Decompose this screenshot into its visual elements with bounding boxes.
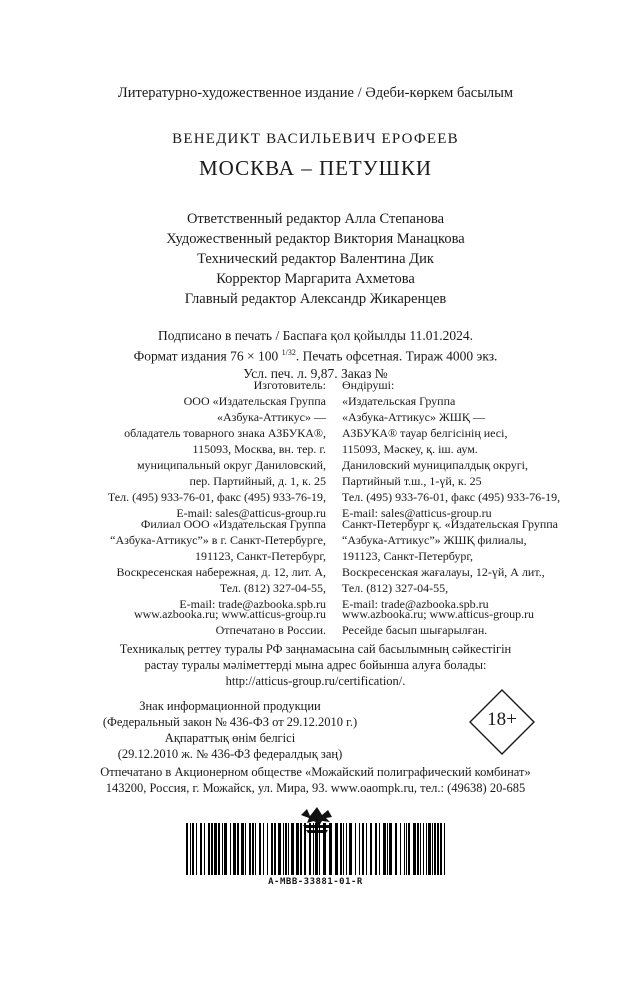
barcode-bar (263, 823, 264, 875)
barcode-bar (432, 823, 433, 875)
techreg-notice (0, 641, 631, 689)
barcode-bar (230, 823, 231, 875)
branch-ru-line: Воскресенская набережная, д. 12, лит. А, (116, 565, 326, 579)
manufacturer-ru-line: E-mail: sales@atticus-group.ru (176, 506, 326, 520)
barcode-bar (237, 823, 239, 875)
barcode-bar (404, 823, 405, 875)
age-rating-badge (469, 689, 535, 755)
branch-ru-line: 191123, Санкт-Петербург, (195, 549, 326, 563)
barcode-bar (406, 823, 407, 875)
format-fraction: 1/32 (281, 348, 296, 357)
barcode-bar (278, 823, 281, 875)
techreg-line: Техникалық реттеу туралы РФ заңнамасына сай басылымның сәйкестігін (119, 642, 512, 656)
barcode-bar (200, 823, 202, 875)
manufacturer-ru-line: Изготовитель: (253, 378, 326, 392)
barcode-bar (252, 823, 254, 875)
manufacturer-kz (342, 377, 560, 521)
barcode-bar (362, 823, 364, 875)
barcode-bar (437, 823, 439, 875)
barcode-bar (434, 823, 436, 875)
manufacturer-ru-line: ООО «Издательская Группа (183, 394, 326, 408)
manufacturer-kz-line: АЗБУКА® тауар белгісінің иесі, (342, 426, 508, 440)
printed-at-line: 143200, Россия, г. Можайск, ул. Мира, 93. www.oaompk.ru, тел.: (49638) 20-685 (105, 781, 526, 795)
web-ru-line: Отпечатано в России. (215, 623, 326, 637)
branch-kz-line: Тел. (812) 327-04-55, (342, 581, 449, 595)
barcode-bar (343, 823, 344, 875)
web-ru-line: www.azbooka.ru; www.atticus-group.ru (133, 607, 326, 621)
manufacturer-ru (108, 377, 326, 521)
barcode-bar (222, 823, 223, 875)
barcode-bar (370, 823, 372, 875)
barcode-bar (389, 823, 392, 875)
barcode-bar (204, 823, 205, 875)
barcode-bar (329, 823, 332, 875)
barcode-bar (366, 823, 367, 875)
print-signed: Подписано в печать / Баспаға қол қойылды 11.01.2024. (158, 328, 473, 343)
barcode-bar (259, 823, 261, 875)
barcode-bar (335, 823, 338, 875)
techreg-line: растау туралы мәліметтерді мына адрес бойынша алуға болады: (144, 658, 487, 672)
barcode-icon (186, 823, 448, 875)
barcode-bar (190, 823, 191, 875)
barcode-bar (208, 823, 210, 875)
barcode-bar (359, 823, 360, 875)
barcode-bar (355, 823, 356, 875)
chief-editor: Главный редактор Александр Жикаренцев (184, 291, 447, 307)
barcode-bar (255, 823, 256, 875)
author-name: ВЕНЕДИКТ ВАСИЛЬЕВИЧ ЕРОФЕЕВ (172, 131, 459, 147)
book-title: МОСКВА – ПЕТУШКИ (198, 156, 432, 180)
manufacturer-ru-line: «Азбука-Аттикус» — (217, 410, 326, 424)
manufacturer-kz-line: «Азбука-Аттикус» ЖШҚ — (342, 410, 485, 424)
barcode-bar (383, 823, 386, 875)
barcode-bar (186, 823, 188, 875)
techreg-line: http://atticus-group.ru/certification/. (225, 674, 406, 688)
barcode-bar (192, 823, 194, 875)
manufacturer-kz-line: «Издательская Группа (342, 394, 456, 408)
barcode-bar (274, 823, 276, 875)
info-sign-line: (Федеральный закон № 436-ФЗ от 29.12.2010 г.) (102, 715, 358, 729)
barcode-bar (271, 823, 273, 875)
barcode-bar (340, 823, 342, 875)
barcode-bar (245, 823, 246, 875)
branch-ru-line: “Азбука-Аттикус”» в г. Санкт-Петербурге, (110, 533, 326, 547)
web-kz-line: Ресейде басып шығарылған. (342, 623, 488, 637)
branch-ru (110, 516, 326, 612)
barcode-bar (400, 823, 401, 875)
branch-ru-line: Филиал ООО «Издательская Группа (140, 517, 326, 531)
print-sheets: Усл. печ. л. 9,87. Заказ № (243, 365, 388, 381)
barcode-bar (267, 823, 268, 875)
credit-line: Корректор Маргарита Ахметова (216, 271, 415, 287)
barcode-bar (408, 823, 410, 875)
branch-ru-line: E-mail: trade@azbooka.spb.ru (179, 597, 326, 611)
barcode-bar (300, 823, 302, 875)
barcode-bar (309, 823, 311, 875)
barcode-bar (211, 823, 213, 875)
credit-line: Технический редактор Валентина Дик (197, 251, 434, 267)
barcode-bar (288, 823, 289, 875)
info-sign-block (0, 698, 460, 762)
barcode-bar (379, 823, 380, 875)
print-format: Формат издания 76 × 100 $^{1/32}$. Печать офсетная. Тираж 4000 экз. (133, 348, 498, 364)
branch-kz-line: E-mail: trade@azbooka.spb.ru (342, 597, 489, 611)
printed-at-line: Отпечатано в Акционерном обществе «Можайский полиграфический комбинат» (100, 765, 531, 779)
barcode-bar (375, 823, 377, 875)
barcode-bar (395, 823, 397, 875)
manufacturer-ru-line: пер. Партийный, д. 1, к. 25 (189, 474, 326, 488)
barcode-bar (423, 823, 424, 875)
barcode-bar (196, 823, 197, 875)
genre-line: Литературно-художественное издание / Әдеби-көркем басылым (117, 85, 514, 101)
barcode-bar (224, 823, 227, 875)
manufacturer-kz-line: Даниловский муниципалдық округі, (342, 458, 528, 472)
barcode-bar (319, 823, 320, 875)
barcode-bar (313, 823, 314, 875)
credit-line: Ответственный редактор Алла Степанова (186, 211, 445, 227)
manufacturer-ru-line: обладатель товарного знака АЗБУКА®, (124, 426, 326, 440)
branch-kz-line: Санкт-Петербург қ. «Издательская Группа (342, 517, 558, 531)
barcode-bar (218, 823, 220, 875)
barcode-bar (296, 823, 299, 875)
printed-at-block (0, 764, 631, 796)
barcode-bar (283, 823, 284, 875)
branch-kz-line: Воскресенская жағалауы, 12-үй, А лит., (342, 565, 545, 579)
manufacturer-kz-line: 115093, Мәскеу, қ. іш. аум. (342, 442, 478, 456)
manufacturer-ru-line: Тел. (495) 933-76-01, факс (495) 933-76-19, (107, 490, 326, 504)
barcode-bar (428, 823, 431, 875)
barcode-bar (285, 823, 287, 875)
manufacturer-kz-line: Тел. (495) 933-76-01, факс (495) 933-76-19, (342, 490, 561, 504)
credits-block (0, 209, 631, 289)
credit-line: Художественный редактор Виктория Манацкова (166, 231, 465, 247)
barcode-bar (413, 823, 416, 875)
barcode-bar (291, 823, 294, 875)
barcode-bar (387, 823, 388, 875)
barcode-bar (444, 823, 445, 875)
barcode-bar (349, 823, 352, 875)
barcode-bar (417, 823, 419, 875)
branch-kz-line: 191123, Санкт-Петербург, (342, 549, 473, 563)
branch-kz-line: “Азбука-Аттикус”» ЖШҚ филиалы, (342, 533, 527, 547)
barcode-bar (214, 823, 217, 875)
barcode-label: A-MBB-33881-01-R (268, 877, 363, 887)
manufacturer-kz-line: E-mail: sales@atticus-group.ru (342, 506, 492, 520)
barcode-bar (315, 823, 318, 875)
info-sign-line: Знак информационной продукции (139, 699, 321, 713)
web-kz-line: www.azbooka.ru; www.atticus-group.ru (342, 607, 535, 621)
branch-kz (342, 516, 558, 612)
barcode-bar (241, 823, 244, 875)
branch-ru-line: Тел. (812) 327-04-55, (219, 581, 326, 595)
barcode-bar (426, 823, 427, 875)
barcode-bar (420, 823, 421, 875)
manufacturer-ru-line: муниципальный округ Даниловский, (136, 458, 326, 472)
barcode-bar (249, 823, 251, 875)
barcode-bar (323, 823, 326, 875)
barcode-bar (233, 823, 236, 875)
web-kz (342, 606, 534, 638)
print-info (0, 327, 631, 382)
barcode-bar (440, 823, 442, 875)
manufacturer-ru-line: 115093, Москва, вн. тер. г. (192, 442, 326, 456)
web-ru (134, 606, 326, 638)
barcode-bar (346, 823, 347, 875)
info-sign-line: Ақпараттық өнім белгісі (164, 731, 296, 745)
manufacturer-kz-line: Партийный т.ш., 1-үй, к. 25 (342, 474, 482, 488)
barcode-bar (304, 823, 306, 875)
age-rating-label: 18+ (487, 709, 517, 730)
info-sign-line: (29.12.2010 ж. № 436-ФЗ федералдық заң) (117, 747, 343, 761)
manufacturer-kz-line: Өндіруші: (342, 378, 395, 392)
